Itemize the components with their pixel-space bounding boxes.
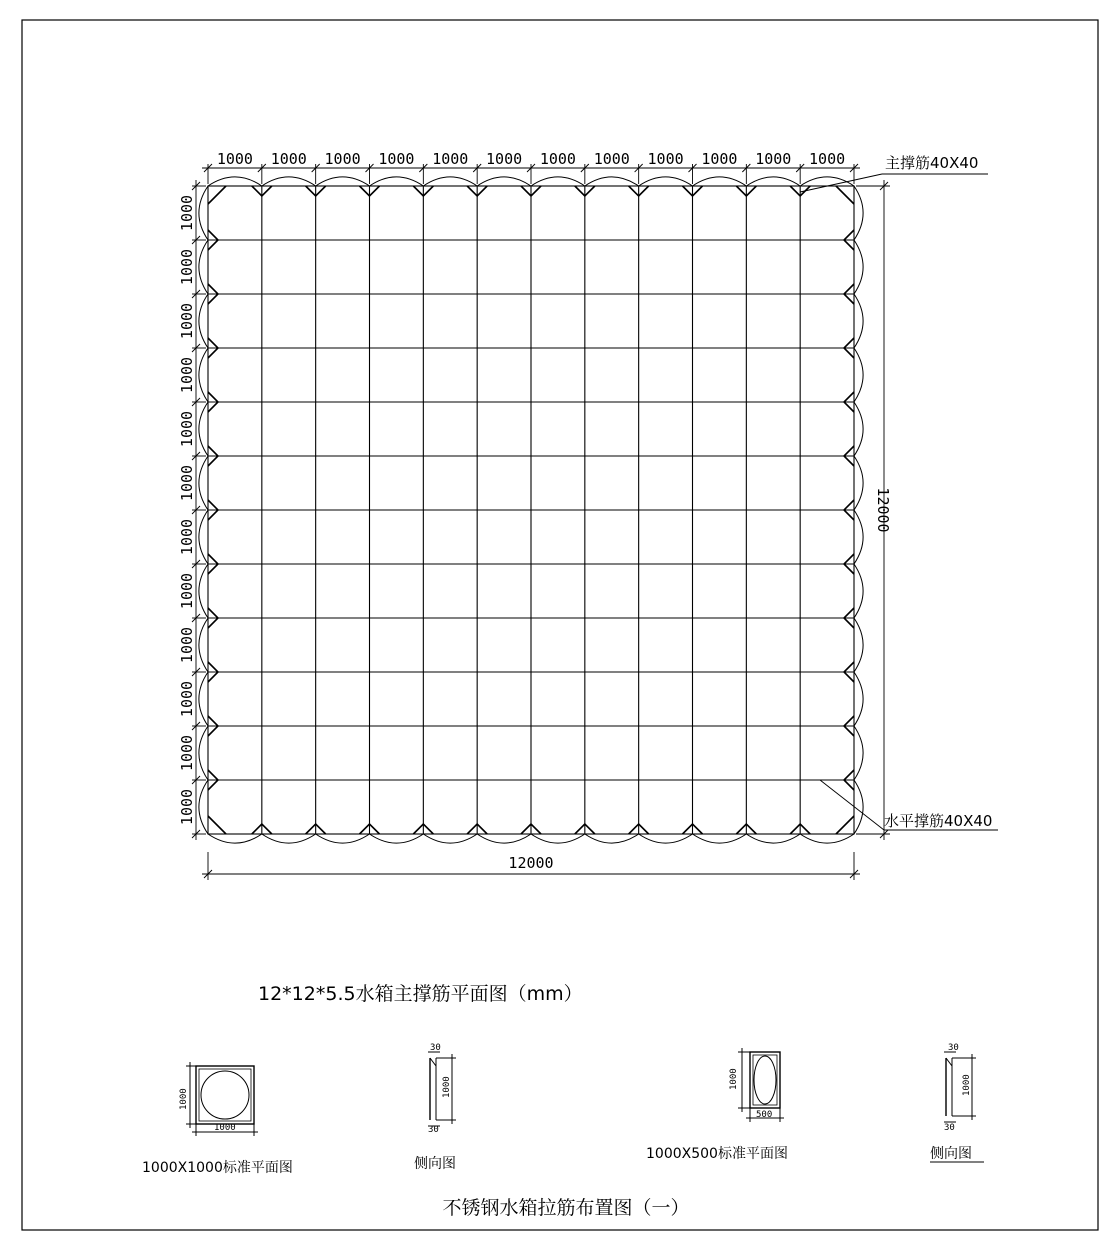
dim-label-top: 1000 [270, 150, 307, 168]
detail2-caption: 侧向图 [414, 1156, 456, 1172]
dim-label-top: 1000 [593, 150, 630, 168]
detail1-caption: 1000X1000标准平面图 [142, 1160, 293, 1176]
scallop-bottom [693, 834, 747, 843]
scallop-top [262, 177, 316, 186]
main-grid [208, 186, 854, 834]
dim-label-top: 1000 [755, 150, 792, 168]
scallop-bottom [208, 834, 262, 843]
dim-label-left: 1000 [178, 518, 196, 556]
scallop-right [854, 294, 863, 348]
scallop-left [199, 672, 208, 726]
dim-label-top: 1000 [701, 150, 738, 168]
scallop-right [854, 564, 863, 618]
detail1-height-label: 1000 [179, 1088, 189, 1110]
dim-label-top: 1000 [486, 150, 523, 168]
dimension-labels [178, 150, 892, 872]
scallop-bottom [585, 834, 639, 843]
dim-label-total-height: 12000 [874, 487, 892, 533]
scallop-bottom [746, 834, 800, 843]
callout-bottom-label: 水平撑筋40X40 [884, 812, 993, 830]
dim-label-left: 1000 [178, 194, 196, 232]
callout-top-label: 主撑筋40X40 [885, 154, 979, 172]
dim-label-top: 1000 [539, 150, 576, 168]
scallop-left [199, 780, 208, 834]
scallop-left [199, 186, 208, 240]
scallop-bottom [370, 834, 424, 843]
detail2-mid-label: 1000 [442, 1076, 452, 1098]
dim-label-left: 1000 [178, 302, 196, 340]
scallop-right [854, 348, 863, 402]
scallop-left [199, 618, 208, 672]
detail3-width-label: 500 [756, 1110, 773, 1120]
plan-caption: 12*12*5.5水箱主撑筋平面图（mm） [258, 983, 583, 1005]
scallop-top [531, 177, 585, 186]
scallop-top [370, 177, 424, 186]
scallop-left [199, 510, 208, 564]
dim-label-top: 1000 [378, 150, 415, 168]
dim-label-top: 1000 [809, 150, 846, 168]
scallop-top [746, 177, 800, 186]
scallop-left [199, 726, 208, 780]
brace-corner-bl [208, 816, 226, 834]
scallop-right [854, 402, 863, 456]
dim-label-total-width: 12000 [508, 854, 554, 872]
scallop-top [800, 177, 854, 186]
scallop-bottom [800, 834, 854, 843]
sheet-title: 不锈钢水箱拉筋布置图（一） [442, 1197, 690, 1219]
dim-label-top: 1000 [324, 150, 361, 168]
scallop-bottom [262, 834, 316, 843]
dim-label-left: 1000 [178, 410, 196, 448]
detail3-height-label: 1000 [729, 1068, 739, 1090]
scallop-right [854, 456, 863, 510]
dim-label-left: 1000 [178, 572, 196, 610]
scallop-top [639, 177, 693, 186]
scallop-right [854, 780, 863, 834]
dim-label-left: 1000 [178, 464, 196, 502]
scallop-left [199, 348, 208, 402]
scallop-top [693, 177, 747, 186]
scallop-left [199, 402, 208, 456]
dim-label-left: 1000 [178, 734, 196, 772]
dim-label-left: 1000 [178, 356, 196, 394]
brace-corner-br [836, 816, 854, 834]
scallop-top [208, 177, 262, 186]
dim-label-left: 1000 [178, 788, 196, 826]
scallop-top [477, 177, 531, 186]
dim-label-left: 1000 [178, 248, 196, 286]
scallop-bottom [531, 834, 585, 843]
scallop-left [199, 564, 208, 618]
scallop-top [316, 177, 370, 186]
detail2-top-label: 30 [430, 1043, 441, 1053]
scallop-bottom [639, 834, 693, 843]
dim-label-left: 1000 [178, 680, 196, 718]
detail2-bot-label: 30 [428, 1125, 439, 1135]
brace-corner-tr [836, 186, 854, 204]
scallop-top [423, 177, 477, 186]
detail4-caption: 侧向图 [930, 1146, 972, 1162]
scallop-right [854, 618, 863, 672]
detail4-mid-label: 1000 [962, 1074, 972, 1096]
scallop-bottom [423, 834, 477, 843]
detail4-bot-label: 30 [944, 1123, 955, 1133]
scallop-right [854, 186, 863, 240]
dim-label-top: 1000 [432, 150, 469, 168]
dim-label-top: 1000 [647, 150, 684, 168]
scallop-right [854, 672, 863, 726]
scallop-top [585, 177, 639, 186]
scallop-bottom [477, 834, 531, 843]
scallop-right [854, 240, 863, 294]
scallop-bottom [316, 834, 370, 843]
dim-label-left: 1000 [178, 626, 196, 664]
scallop-left [199, 294, 208, 348]
scallop-right [854, 510, 863, 564]
dim-label-top: 1000 [216, 150, 253, 168]
detail1-width-label: 1000 [214, 1123, 236, 1133]
scallop-right [854, 726, 863, 780]
scallop-left [199, 456, 208, 510]
detail4-top-label: 30 [948, 1043, 959, 1053]
scallop-left [199, 240, 208, 294]
brace-corner-tl [208, 186, 226, 204]
detail3-caption: 1000X500标准平面图 [646, 1146, 788, 1162]
dimension-lines [192, 164, 890, 880]
